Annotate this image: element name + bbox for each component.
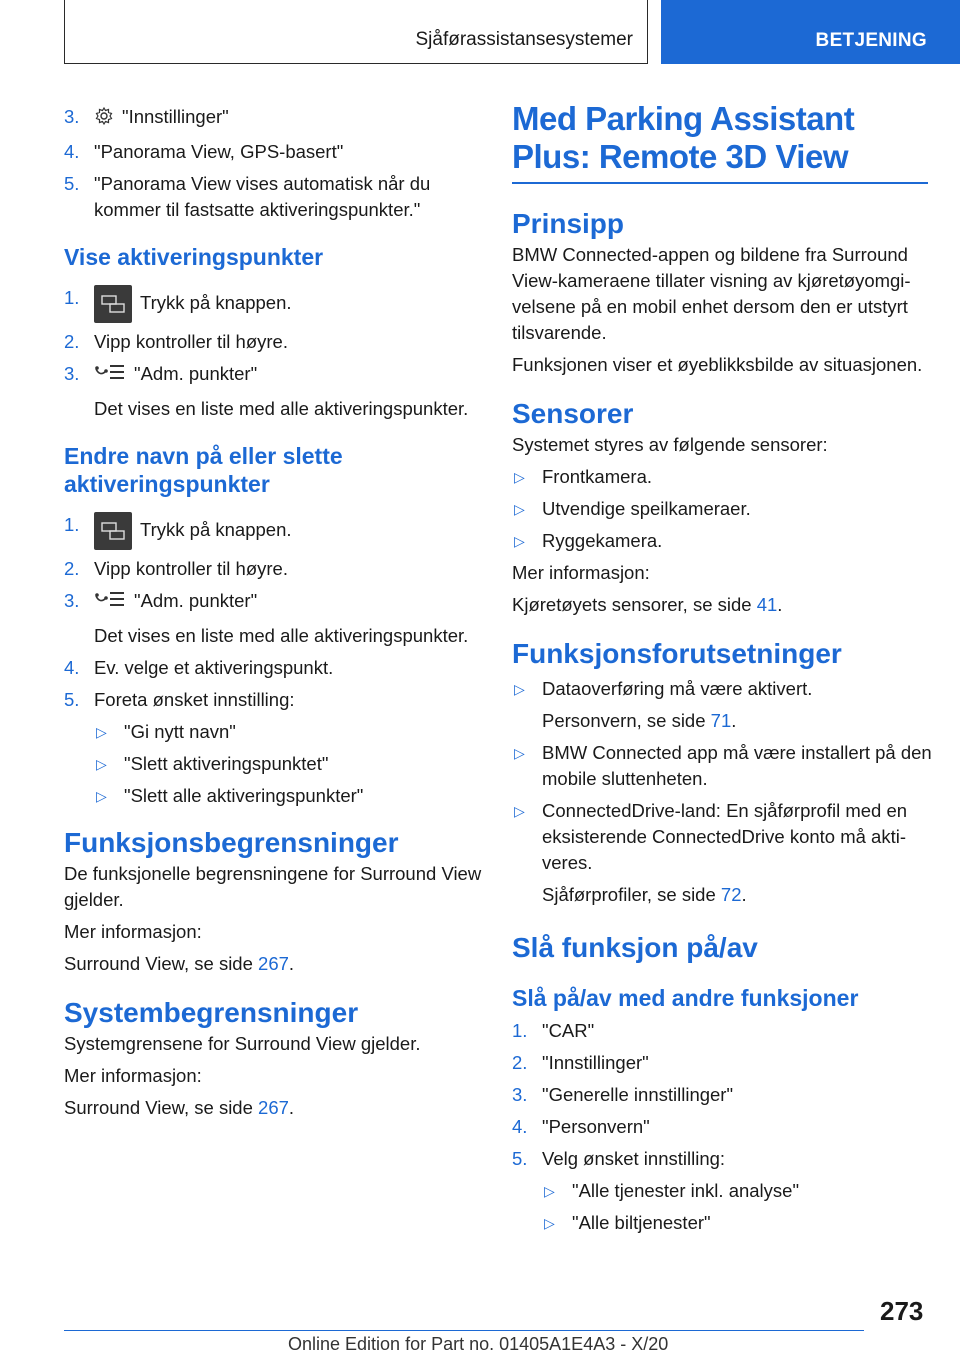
heading-remote-3d-view: Med Parking Assistant Plus: Remote 3D View [512, 100, 855, 175]
list-item [512, 798, 932, 908]
heading-sla-andre-funksjoner: Slå på/av med andre funksjoner [512, 985, 859, 1011]
step-text: "Generelle innstillinger" [542, 1084, 734, 1105]
page-link[interactable]: 267 [258, 953, 289, 974]
list-item [64, 588, 484, 649]
paragraph: Surround View, se side 267. [64, 1097, 295, 1118]
bullet-text: ConnectedDrive-land: En sjåførprofil med en eksisterende ConnectedDrive konto må aktiveres. [542, 800, 908, 873]
header-chapter [661, 0, 960, 64]
triangle-right-icon: ▷ [544, 1215, 555, 1231]
left-column [64, 100, 484, 1121]
step-text: Velg ønsket innstilling: [542, 1148, 726, 1169]
triangle-right-icon: ▷ [514, 745, 525, 761]
bullet-text: "Gi nytt navn" [124, 721, 236, 742]
right-column [512, 100, 932, 1236]
triangle-right-icon: ▷ [544, 1183, 555, 1199]
list-item [542, 1178, 932, 1204]
step-text: "Adm. punkter" [134, 590, 258, 611]
step-subtext: Det vises en liste med alle aktiveringspunkter. [94, 398, 469, 419]
triangle-right-icon: ▷ [514, 501, 525, 517]
camera-button-icon [94, 285, 132, 323]
bullet-subtext: Sjåførprofiler, se side 72. [542, 884, 747, 905]
step-number: 3. [64, 363, 80, 384]
chapter-title: BETJENING [815, 30, 927, 51]
list-item [94, 783, 484, 809]
points-list-icon [94, 363, 126, 390]
heading-prinsipp: Prinsipp [512, 208, 625, 239]
step-text: Foreta ønsket innstilling: [94, 689, 295, 710]
paragraph: Mer informasjon: [64, 921, 202, 942]
paragraph: Systemgrensene for Surround View gjelder. [64, 1033, 421, 1054]
heading-vise: Vise aktiveringspunkter [64, 244, 324, 270]
reference-text: Sjåførprofiler, se side [542, 884, 721, 905]
step-number: 1. [64, 287, 80, 308]
step-number: 2. [64, 558, 80, 579]
heading-endre: Endre navn på eller slette aktiveringspunkter [64, 443, 343, 497]
step-number: 2. [64, 331, 80, 352]
step-text: "Innstillinger" [542, 1052, 649, 1073]
page-link[interactable]: 71 [710, 710, 732, 731]
triangle-right-icon: ▷ [96, 724, 107, 740]
step-number: 1. [512, 1020, 528, 1041]
step-subtext: Det vises en liste med alle aktiveringspunkter. [94, 625, 469, 646]
bullet-text: Dataoverføring må være aktivert. [542, 678, 813, 699]
bullet-text: BMW Connected app må være installert på den mobile sluttenheten. [542, 742, 932, 789]
step-number: 4. [64, 657, 80, 678]
list-item [512, 1050, 932, 1076]
bullet-text: "Slett alle aktiveringspunkter" [124, 785, 364, 806]
step-text: "CAR" [542, 1020, 595, 1041]
list-item [64, 171, 484, 223]
paragraph: Mer informasjon: [64, 1065, 202, 1086]
list-item [94, 751, 484, 777]
heading-funksjonsforutsetninger: Funksjonsforutsetninger [512, 638, 842, 669]
step-number: 4. [64, 141, 80, 162]
step-text: "Adm. punkter" [134, 363, 258, 384]
triangle-right-icon: ▷ [514, 803, 525, 819]
paragraph: De funksjonelle begrensningene for Surround View gjelder. [64, 863, 482, 910]
step-number: 5. [64, 173, 80, 194]
list-item [64, 329, 484, 355]
step-text: "Panorama View, GPS-basert" [94, 141, 344, 162]
header-section [64, 0, 648, 64]
footer-rule [64, 1330, 864, 1331]
list-item [512, 1146, 932, 1236]
list-item [64, 285, 484, 323]
bullet-text: Frontkamera. [542, 466, 653, 487]
gear-icon [94, 106, 114, 133]
list-item [64, 655, 484, 681]
triangle-right-icon: ▷ [96, 756, 107, 772]
list-item [512, 528, 932, 554]
paragraph: Surround View, se side 267. [64, 953, 295, 974]
triangle-right-icon: ▷ [514, 469, 525, 485]
triangle-right-icon: ▷ [514, 533, 525, 549]
list-item [64, 556, 484, 582]
page-link[interactable]: 72 [720, 884, 742, 905]
step-number: 5. [64, 689, 80, 710]
bullet-text: Utvendige speilkameraer. [542, 498, 751, 519]
list-item [512, 1018, 932, 1044]
points-list-icon [94, 590, 126, 617]
list-item [64, 512, 484, 550]
heading-sla-funksjon: Slå funksjon på/av [512, 932, 758, 963]
list-item [64, 361, 484, 422]
list-item [64, 104, 484, 133]
step-number: 3. [512, 1084, 528, 1105]
step-number: 2. [512, 1052, 528, 1073]
list-item [64, 687, 484, 809]
bullet-subtext: Personvern, se side 71. [542, 710, 737, 731]
list-item [64, 139, 484, 165]
step-text: Trykk på knappen. [140, 292, 292, 313]
paragraph: Funksjonen viser et øyeblikksbilde av situasjonen. [512, 354, 923, 375]
page-link[interactable]: 267 [258, 1097, 289, 1118]
paragraph: Systemet styres av følgende sensorer: [512, 434, 828, 455]
footer-text: Online Edition for Part no. 01405A1E4A3 - X/20 [288, 1334, 669, 1354]
list-item [94, 719, 484, 745]
bullet-text: "Slett aktiveringspunktet" [124, 753, 329, 774]
step-text: Trykk på knappen. [140, 519, 292, 540]
heading-systembegrensninger: Systembegrensninger [64, 997, 359, 1028]
camera-button-icon [94, 512, 132, 550]
list-item [512, 464, 932, 490]
triangle-right-icon: ▷ [514, 681, 525, 697]
reference-text: Surround View, se side [64, 1097, 259, 1118]
reference-text: Surround View, se side [64, 953, 259, 974]
triangle-right-icon: ▷ [96, 788, 107, 804]
paragraph: BMW Connected-appen og bildene fra Surround View-kameraene tillater visning av kjøretøyomgivelsene på en mobil enhet dersom den er utstyrt tilsvarende. [512, 244, 911, 343]
step-text: Ev. velge et aktiveringspunkt. [94, 657, 334, 678]
reference-text: Kjøretøyets sensorer, se side [512, 594, 757, 615]
step-number: 4. [512, 1116, 528, 1137]
list-item [512, 496, 932, 522]
heading-funksjonsbegrensninger: Funksjonsbegrensninger [64, 827, 399, 858]
step-number: 3. [64, 106, 80, 127]
reference-text: Personvern, se side [542, 710, 711, 731]
section-title: Sjåførassistansesystemer [415, 29, 633, 50]
heading-rule [512, 182, 928, 184]
step-text: Vipp kontroller til høyre. [94, 558, 288, 579]
page-number: 273 [880, 1296, 924, 1326]
bullet-text: "Alle tjenester inkl. analyse" [572, 1180, 800, 1201]
list-item [512, 1082, 932, 1108]
list-item [512, 1114, 932, 1140]
list-item [542, 1210, 932, 1236]
step-number: 3. [64, 590, 80, 611]
paragraph: Mer informasjon: [512, 562, 650, 583]
step-number: 1. [64, 514, 80, 535]
paragraph: Kjøretøyets sensorer, se side 41. [512, 594, 783, 615]
step-text: "Panorama View vises automatisk når du kommer til fastsatte aktiveringspunkter." [94, 173, 431, 220]
bullet-text: "Alle biltjenester" [572, 1212, 711, 1233]
step-number: 5. [512, 1148, 528, 1169]
step-text: Vipp kontroller til høyre. [94, 331, 288, 352]
bullet-text: Ryggekamera. [542, 530, 663, 551]
list-item [512, 740, 932, 792]
heading-sensorer: Sensorer [512, 398, 634, 429]
step-text: "Personvern" [542, 1116, 650, 1137]
page-link[interactable]: 41 [756, 594, 778, 615]
step-text: "Innstillinger" [122, 106, 229, 127]
list-item [512, 676, 932, 734]
